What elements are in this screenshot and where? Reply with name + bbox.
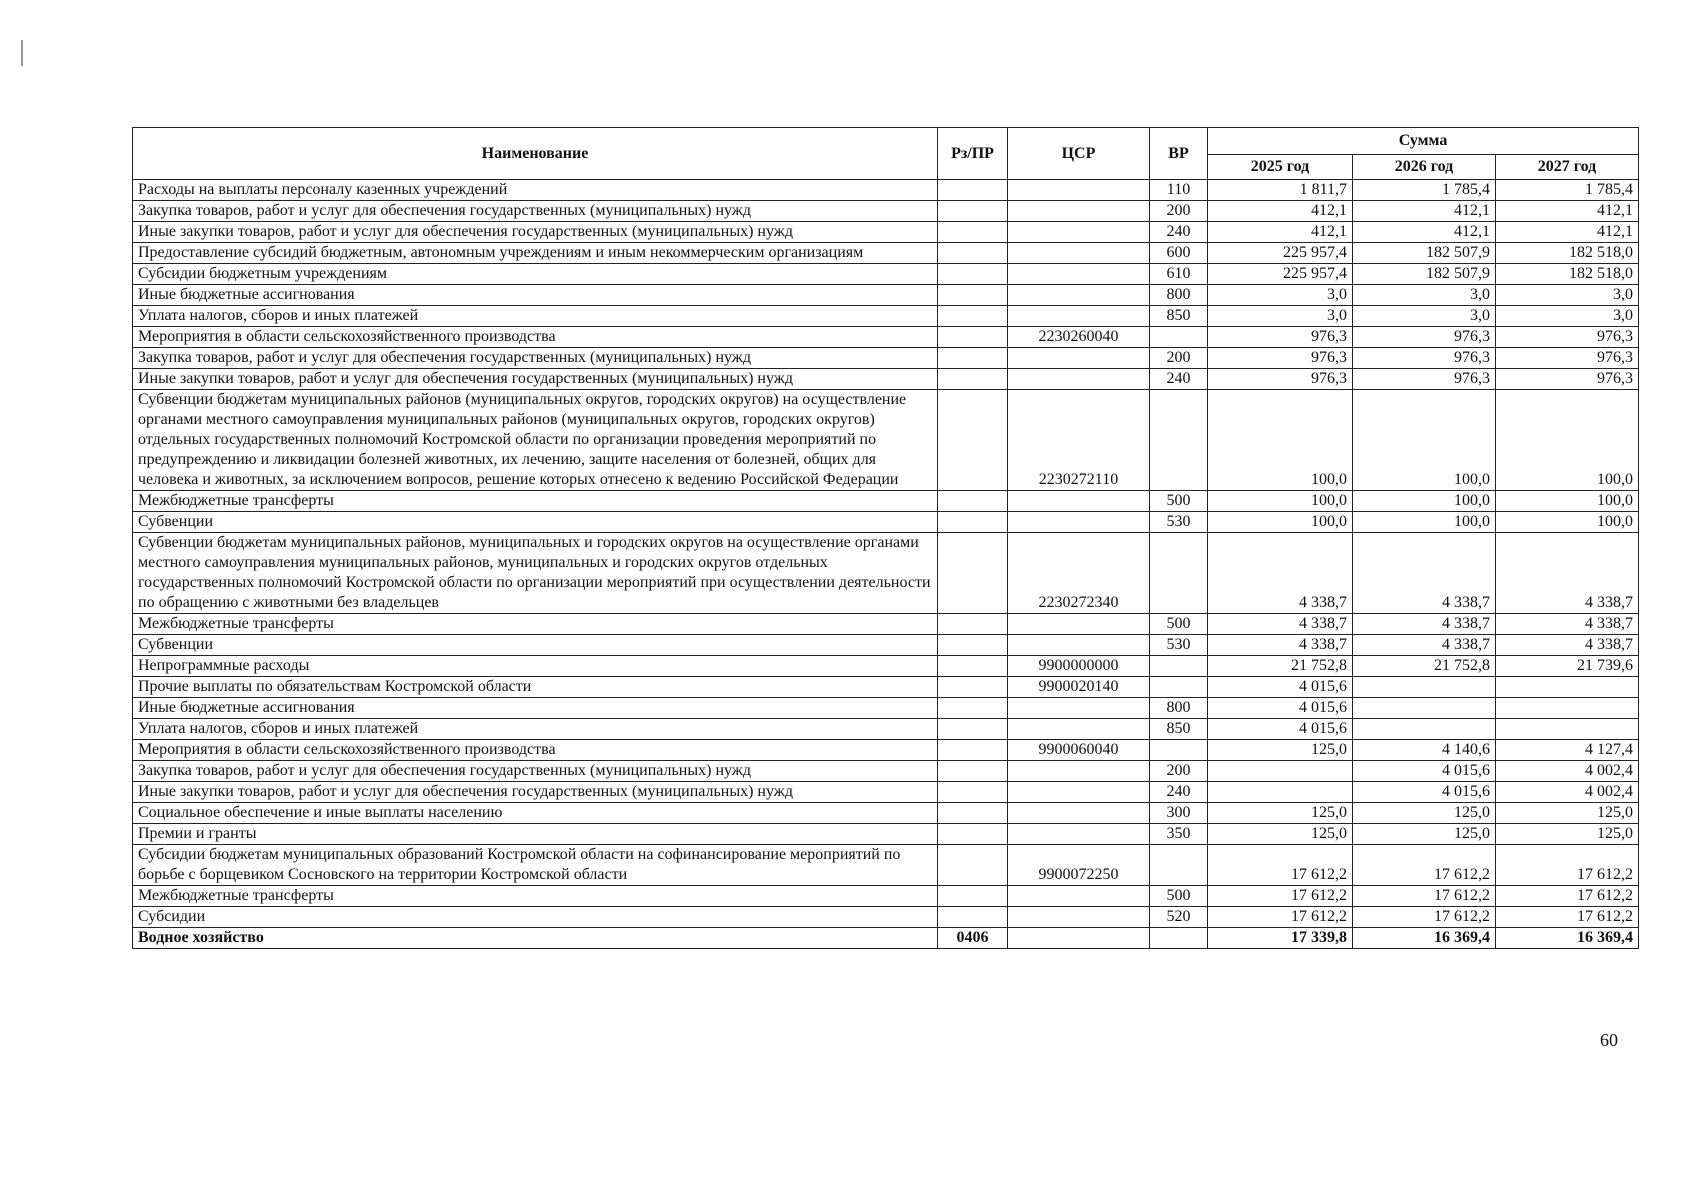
row-2027-amount: 4 127,4: [1496, 740, 1639, 761]
header-year-2025: 2025 год: [1208, 155, 1353, 180]
page-number: 60: [1600, 1030, 1618, 1050]
row-2027-amount: 125,0: [1496, 824, 1639, 845]
table-row: [133, 264, 1639, 285]
row-name-cell: Мероприятия в области сельскохозяйственного производства: [133, 740, 938, 761]
row-rzpr-cell: [938, 201, 1008, 222]
header-name: Наименование: [133, 128, 938, 180]
row-2026-amount: 3,0: [1353, 285, 1496, 306]
row-csr-cell: [1008, 222, 1150, 243]
row-name-cell: Иные закупки товаров, работ и услуг для обеспечения государственных (муниципальных) нужд: [133, 369, 938, 390]
row-name-cell: Иные бюджетные ассигнования: [133, 698, 938, 719]
row-2026-amount: 125,0: [1353, 803, 1496, 824]
row-2025-amount: 4 338,7: [1208, 635, 1353, 656]
row-vr-cell: 600: [1150, 243, 1208, 264]
table-row: [133, 512, 1639, 533]
row-2026-amount: 182 507,9: [1353, 243, 1496, 264]
row-csr-cell: [1008, 907, 1150, 928]
row-vr-cell: [1150, 845, 1208, 886]
row-2026-amount: 412,1: [1353, 201, 1496, 222]
row-csr-cell: [1008, 635, 1150, 656]
row-vr-cell: 200: [1150, 348, 1208, 369]
table-row: [133, 656, 1639, 677]
table-row: [133, 886, 1639, 907]
row-name-cell: Субсидии бюджетным учреждениям: [133, 264, 938, 285]
row-name-cell: Межбюджетные трансферты: [133, 886, 938, 907]
table-row: [133, 803, 1639, 824]
row-2025-amount: 3,0: [1208, 285, 1353, 306]
row-2025-amount: 100,0: [1208, 390, 1353, 491]
row-2027-amount: 3,0: [1496, 285, 1639, 306]
row-rzpr-cell: [938, 782, 1008, 803]
row-name-cell: Закупка товаров, работ и услуг для обеспечения государственных (муниципальных) нужд: [133, 348, 938, 369]
row-name-cell: Прочие выплаты по обязательствам Костромской области: [133, 677, 938, 698]
row-vr-cell: 200: [1150, 201, 1208, 222]
row-name-cell: Иные закупки товаров, работ и услуг для обеспечения государственных (муниципальных) нужд: [133, 782, 938, 803]
row-rzpr-cell: [938, 803, 1008, 824]
row-2027-amount: 182 518,0: [1496, 264, 1639, 285]
row-rzpr-cell: [938, 719, 1008, 740]
row-rzpr-cell: [938, 698, 1008, 719]
row-vr-cell: 850: [1150, 306, 1208, 327]
table-row: [133, 327, 1639, 348]
row-2026-amount: 182 507,9: [1353, 264, 1496, 285]
row-vr-cell: 110: [1150, 180, 1208, 201]
header-year-2027: 2027 год: [1496, 155, 1639, 180]
table-row: [133, 243, 1639, 264]
row-2026-amount: 1 785,4: [1353, 180, 1496, 201]
row-csr-cell: 9900020140: [1008, 677, 1150, 698]
row-2025-amount: 125,0: [1208, 803, 1353, 824]
table-header: [133, 128, 1639, 180]
row-name-cell: Субвенции: [133, 512, 938, 533]
row-vr-cell: 520: [1150, 907, 1208, 928]
row-2026-amount: 4 015,6: [1353, 782, 1496, 803]
row-rzpr-cell: [938, 243, 1008, 264]
row-2025-amount: [1208, 761, 1353, 782]
row-2025-amount: 976,3: [1208, 327, 1353, 348]
row-rzpr-cell: [938, 491, 1008, 512]
row-2027-amount: 100,0: [1496, 512, 1639, 533]
table-row: [133, 390, 1639, 491]
row-name-cell: Субвенции бюджетам муниципальных районов (муниципальных округов, городских округов) на осуществление органами местного самоуправления муниципальных районов (муниципальных округов, городских округов) отдельных государственных полномочий Костромской области по организации проведения мероприятий по предупреждению и ликвидации болезней животных, их лечению, защите населения от болезней, общих для человека и животных, за исключением вопросов, решение которых отнесено к ведению Российской Федерации: [133, 390, 938, 491]
row-csr-cell: [1008, 803, 1150, 824]
table-row: [133, 677, 1639, 698]
row-name-cell: Субсидии бюджетам муниципальных образований Костромской области на софинансирование мероприятий по борьбе с борщевиком Сосновского на территории Костромской области: [133, 845, 938, 886]
row-2025-amount: 125,0: [1208, 824, 1353, 845]
row-vr-cell: 500: [1150, 886, 1208, 907]
row-rzpr-cell: [938, 222, 1008, 243]
row-name-cell: Мероприятия в области сельскохозяйственного производства: [133, 327, 938, 348]
row-2027-amount: 4 338,7: [1496, 614, 1639, 635]
row-2026-amount: 4 015,6: [1353, 761, 1496, 782]
row-name-cell: Закупка товаров, работ и услуг для обеспечения государственных (муниципальных) нужд: [133, 761, 938, 782]
row-rzpr-cell: [938, 285, 1008, 306]
row-name-cell: Иные закупки товаров, работ и услуг для обеспечения государственных (муниципальных) нужд: [133, 222, 938, 243]
table-body: [133, 180, 1639, 949]
header-vr: ВР: [1150, 128, 1208, 180]
row-2026-amount: 4 338,7: [1353, 614, 1496, 635]
table-row: [133, 369, 1639, 390]
row-2027-amount: 17 612,2: [1496, 886, 1639, 907]
row-2025-amount: 100,0: [1208, 512, 1353, 533]
row-rzpr-cell: 0406: [938, 928, 1008, 949]
row-rzpr-cell: [938, 614, 1008, 635]
row-2027-amount: 976,3: [1496, 327, 1639, 348]
row-name-cell: Межбюджетные трансферты: [133, 491, 938, 512]
row-rzpr-cell: [938, 512, 1008, 533]
row-2026-amount: 21 752,8: [1353, 656, 1496, 677]
table-row: [133, 222, 1639, 243]
row-rzpr-cell: [938, 740, 1008, 761]
row-vr-cell: 800: [1150, 285, 1208, 306]
row-vr-cell: 530: [1150, 635, 1208, 656]
row-rzpr-cell: [938, 348, 1008, 369]
table-row: [133, 201, 1639, 222]
row-2025-amount: 100,0: [1208, 491, 1353, 512]
row-name-cell: Социальное обеспечение и иные выплаты населению: [133, 803, 938, 824]
row-rzpr-cell: [938, 677, 1008, 698]
row-vr-cell: [1150, 740, 1208, 761]
table-row: [133, 533, 1639, 614]
row-2026-amount: 16 369,4: [1353, 928, 1496, 949]
row-2027-amount: [1496, 719, 1639, 740]
table-row: [133, 635, 1639, 656]
header-year-2026: 2026 год: [1353, 155, 1496, 180]
row-2026-amount: [1353, 677, 1496, 698]
row-2025-amount: 412,1: [1208, 201, 1353, 222]
table-row: [133, 698, 1639, 719]
row-2026-amount: 3,0: [1353, 306, 1496, 327]
row-2027-amount: 4 338,7: [1496, 635, 1639, 656]
row-csr-cell: [1008, 761, 1150, 782]
row-2027-amount: 4 338,7: [1496, 533, 1639, 614]
row-rzpr-cell: [938, 327, 1008, 348]
row-rzpr-cell: [938, 907, 1008, 928]
row-csr-cell: [1008, 824, 1150, 845]
row-csr-cell: [1008, 614, 1150, 635]
row-name-cell: Премии и гранты: [133, 824, 938, 845]
row-2027-amount: 21 739,6: [1496, 656, 1639, 677]
table-row: [133, 306, 1639, 327]
row-2026-amount: 17 612,2: [1353, 907, 1496, 928]
budget-table: [132, 127, 1639, 949]
row-rzpr-cell: [938, 824, 1008, 845]
row-2027-amount: 100,0: [1496, 390, 1639, 491]
table-row: [133, 928, 1639, 949]
row-2027-amount: 412,1: [1496, 201, 1639, 222]
table-row: [133, 719, 1639, 740]
row-2025-amount: 125,0: [1208, 740, 1353, 761]
row-csr-cell: 9900060040: [1008, 740, 1150, 761]
row-name-cell: Предоставление субсидий бюджетным, автономным учреждениям и иным некоммерческим организациям: [133, 243, 938, 264]
row-vr-cell: [1150, 533, 1208, 614]
row-name-cell: Субсидии: [133, 907, 938, 928]
row-vr-cell: 610: [1150, 264, 1208, 285]
row-2025-amount: 4 338,7: [1208, 533, 1353, 614]
row-2025-amount: 17 612,2: [1208, 845, 1353, 886]
row-name-cell: Непрограммные расходы: [133, 656, 938, 677]
row-2027-amount: 976,3: [1496, 348, 1639, 369]
row-2025-amount: 17 339,8: [1208, 928, 1353, 949]
row-vr-cell: 850: [1150, 719, 1208, 740]
row-2025-amount: 976,3: [1208, 348, 1353, 369]
row-name-cell: Уплата налогов, сборов и иных платежей: [133, 306, 938, 327]
row-2025-amount: 976,3: [1208, 369, 1353, 390]
row-2027-amount: 412,1: [1496, 222, 1639, 243]
row-2026-amount: 4 338,7: [1353, 533, 1496, 614]
row-2027-amount: [1496, 698, 1639, 719]
row-2025-amount: 21 752,8: [1208, 656, 1353, 677]
row-csr-cell: 2230260040: [1008, 327, 1150, 348]
row-csr-cell: [1008, 928, 1150, 949]
row-2026-amount: 4 140,6: [1353, 740, 1496, 761]
row-2025-amount: 4 015,6: [1208, 677, 1353, 698]
table-row: [133, 285, 1639, 306]
row-2027-amount: 4 002,4: [1496, 761, 1639, 782]
table-row: [133, 491, 1639, 512]
row-2027-amount: 17 612,2: [1496, 845, 1639, 886]
row-vr-cell: [1150, 928, 1208, 949]
row-name-cell: Субвенции бюджетам муниципальных районов, муниципальных и городских округов на осуществление органами местного самоуправления муниципальных районов, муниципальных и городских округов отдельных государственных полномочий Костромской области по организации мероприятий при осуществлении деятельности по обращению с животными без владельцев: [133, 533, 938, 614]
row-2026-amount: 100,0: [1353, 390, 1496, 491]
row-vr-cell: 530: [1150, 512, 1208, 533]
row-2026-amount: 17 612,2: [1353, 886, 1496, 907]
table-row: [133, 761, 1639, 782]
table-row: [133, 845, 1639, 886]
row-vr-cell: [1150, 327, 1208, 348]
row-csr-cell: [1008, 264, 1150, 285]
row-2026-amount: 125,0: [1353, 824, 1496, 845]
row-rzpr-cell: [938, 369, 1008, 390]
row-rzpr-cell: [938, 390, 1008, 491]
row-vr-cell: [1150, 656, 1208, 677]
row-2026-amount: 100,0: [1353, 512, 1496, 533]
row-vr-cell: 240: [1150, 369, 1208, 390]
row-2027-amount: 3,0: [1496, 306, 1639, 327]
row-csr-cell: 2230272110: [1008, 390, 1150, 491]
row-csr-cell: [1008, 201, 1150, 222]
row-2027-amount: [1496, 677, 1639, 698]
row-2025-amount: 4 015,6: [1208, 719, 1353, 740]
row-vr-cell: 240: [1150, 222, 1208, 243]
row-name-cell: Водное хозяйство: [133, 928, 938, 949]
row-csr-cell: [1008, 348, 1150, 369]
table-row: [133, 180, 1639, 201]
row-2026-amount: 976,3: [1353, 348, 1496, 369]
row-2026-amount: 17 612,2: [1353, 845, 1496, 886]
row-2026-amount: 412,1: [1353, 222, 1496, 243]
row-2027-amount: 182 518,0: [1496, 243, 1639, 264]
row-name-cell: Расходы на выплаты персоналу казенных учреждений: [133, 180, 938, 201]
row-vr-cell: [1150, 390, 1208, 491]
table-row: [133, 907, 1639, 928]
row-csr-cell: 9900000000: [1008, 656, 1150, 677]
row-2027-amount: 1 785,4: [1496, 180, 1639, 201]
table-row: [133, 614, 1639, 635]
row-2027-amount: 17 612,2: [1496, 907, 1639, 928]
row-2026-amount: 100,0: [1353, 491, 1496, 512]
row-2026-amount: 976,3: [1353, 369, 1496, 390]
row-2026-amount: 976,3: [1353, 327, 1496, 348]
row-csr-cell: [1008, 698, 1150, 719]
row-csr-cell: 9900072250: [1008, 845, 1150, 886]
row-rzpr-cell: [938, 306, 1008, 327]
header-sum: Сумма: [1208, 128, 1639, 155]
row-rzpr-cell: [938, 761, 1008, 782]
row-name-cell: Закупка товаров, работ и услуг для обеспечения государственных (муниципальных) нужд: [133, 201, 938, 222]
row-name-cell: Иные бюджетные ассигнования: [133, 285, 938, 306]
row-vr-cell: [1150, 677, 1208, 698]
scan-artifact-mark: [21, 40, 23, 66]
header-csr: ЦСР: [1008, 128, 1150, 180]
row-rzpr-cell: [938, 656, 1008, 677]
row-rzpr-cell: [938, 533, 1008, 614]
row-2026-amount: [1353, 719, 1496, 740]
row-csr-cell: [1008, 512, 1150, 533]
row-vr-cell: 200: [1150, 761, 1208, 782]
row-name-cell: Межбюджетные трансферты: [133, 614, 938, 635]
row-csr-cell: [1008, 369, 1150, 390]
row-name-cell: Уплата налогов, сборов и иных платежей: [133, 719, 938, 740]
row-2025-amount: 4 338,7: [1208, 614, 1353, 635]
row-name-cell: Субвенции: [133, 635, 938, 656]
row-vr-cell: 500: [1150, 614, 1208, 635]
row-csr-cell: 2230272340: [1008, 533, 1150, 614]
table-row: [133, 824, 1639, 845]
row-csr-cell: [1008, 285, 1150, 306]
row-2025-amount: 3,0: [1208, 306, 1353, 327]
row-csr-cell: [1008, 886, 1150, 907]
row-2025-amount: 1 811,7: [1208, 180, 1353, 201]
table-row: [133, 348, 1639, 369]
row-2027-amount: 100,0: [1496, 491, 1639, 512]
row-2027-amount: 4 002,4: [1496, 782, 1639, 803]
row-rzpr-cell: [938, 886, 1008, 907]
row-2025-amount: 225 957,4: [1208, 243, 1353, 264]
row-2025-amount: 17 612,2: [1208, 907, 1353, 928]
row-csr-cell: [1008, 306, 1150, 327]
row-rzpr-cell: [938, 845, 1008, 886]
row-rzpr-cell: [938, 264, 1008, 285]
row-2026-amount: [1353, 698, 1496, 719]
row-csr-cell: [1008, 180, 1150, 201]
row-2025-amount: 4 015,6: [1208, 698, 1353, 719]
row-vr-cell: 350: [1150, 824, 1208, 845]
header-rzpr: Рз/ПР: [938, 128, 1008, 180]
row-vr-cell: 300: [1150, 803, 1208, 824]
row-csr-cell: [1008, 243, 1150, 264]
row-rzpr-cell: [938, 180, 1008, 201]
row-csr-cell: [1008, 491, 1150, 512]
row-rzpr-cell: [938, 635, 1008, 656]
row-vr-cell: 800: [1150, 698, 1208, 719]
row-vr-cell: 500: [1150, 491, 1208, 512]
row-2025-amount: 412,1: [1208, 222, 1353, 243]
row-2026-amount: 4 338,7: [1353, 635, 1496, 656]
row-2027-amount: 976,3: [1496, 369, 1639, 390]
row-vr-cell: 240: [1150, 782, 1208, 803]
row-2025-amount: [1208, 782, 1353, 803]
table-row: [133, 740, 1639, 761]
table-row: [133, 782, 1639, 803]
row-2025-amount: 225 957,4: [1208, 264, 1353, 285]
row-2027-amount: 125,0: [1496, 803, 1639, 824]
row-csr-cell: [1008, 719, 1150, 740]
row-csr-cell: [1008, 782, 1150, 803]
row-2027-amount: 16 369,4: [1496, 928, 1639, 949]
row-2025-amount: 17 612,2: [1208, 886, 1353, 907]
